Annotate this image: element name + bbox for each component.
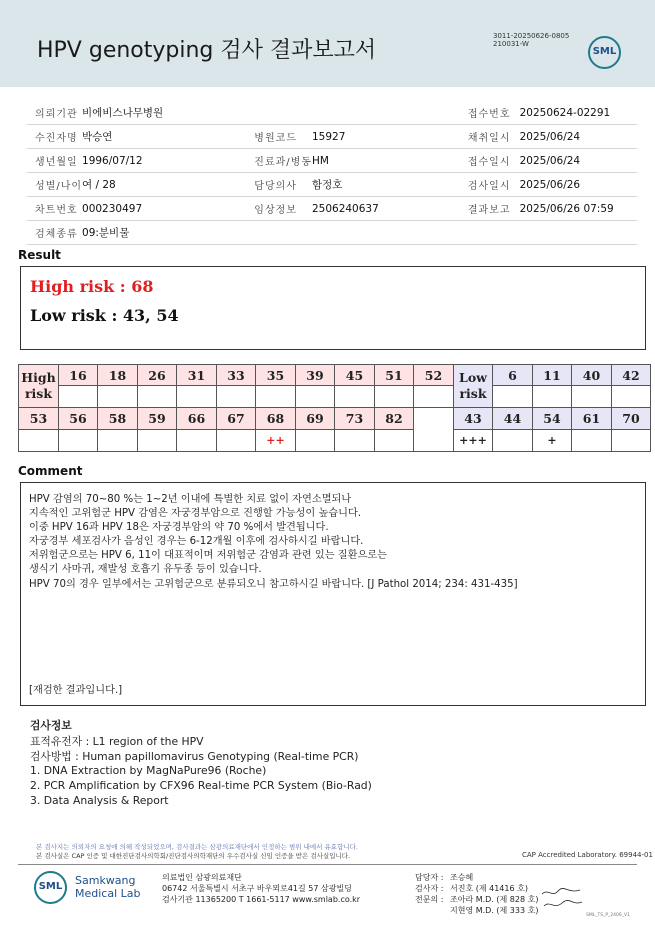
genotype-cell: 82	[375, 408, 414, 430]
comment-heading: Comment	[18, 464, 83, 478]
genotype-row-2	[19, 408, 651, 430]
brand-name	[75, 874, 141, 900]
result-cell	[493, 430, 533, 452]
comment-line: HPV 70의 경우 일부에서는 고위험군으로 분류되오니 참고하시길 바랍니다. [J Pathol 2014; 234: 431-435]	[29, 579, 518, 590]
genotype-cell: 56	[59, 408, 98, 430]
genotype-cell: 11	[533, 365, 572, 386]
genotype-cell: 42	[612, 365, 651, 386]
doctor-value: 함정호	[312, 173, 460, 197]
reception-no-value: 20250624-02291	[520, 101, 637, 125]
clinical-info-label: 임상정보	[246, 197, 312, 221]
genotype-cell: 53	[19, 408, 59, 430]
result-box	[20, 266, 646, 350]
genotype-cell: 31	[177, 365, 217, 386]
comment-line: 지속적인 고위험군 HPV 감염은 자궁경부암으로 진행할 가능성이 높습니다.	[29, 508, 362, 519]
high-risk-label	[19, 365, 59, 408]
comment-line: 생식기 사마귀, 재발성 호흡기 유두종 등이 있습니다.	[29, 564, 262, 575]
result-cell	[572, 430, 612, 452]
high-risk-label-line1: High	[21, 370, 56, 385]
report-title: HPV genotyping 검사 결과보고서	[37, 38, 377, 63]
genotype-cell: 66	[177, 408, 217, 430]
genotype-cell: 45	[335, 365, 375, 386]
high-risk-label-line2: risk	[24, 386, 53, 401]
result-cell	[335, 430, 375, 452]
cap-accreditation: CAP Accredited Laboratory. 69944-01	[522, 851, 653, 859]
specimen-label: 검체종류	[27, 221, 82, 245]
method-step-1: 1. DNA Extraction by MagNaPure96 (Roche)	[30, 764, 267, 777]
result-cell	[612, 430, 651, 452]
report-code-2: 210031-W	[493, 40, 529, 48]
genotype-result-row-1	[19, 386, 651, 408]
info-row	[27, 149, 637, 173]
dept-label: 진료과/병동	[246, 149, 312, 173]
result-mark-68: ++	[256, 430, 296, 452]
org-name: 의료법인 삼광의료재단	[162, 873, 242, 882]
footer-divider	[18, 864, 637, 865]
result-cell	[217, 430, 256, 452]
footer-notice-1: 본 검사지는 의뢰자의 요청에 의해 작성되었으며, 검사결과는 삼광의료재단에서 인정하는 범위 내에서 유효합니다.	[36, 843, 358, 851]
result-cell	[98, 386, 138, 408]
doc-number: SML_TS_P_2406_V1	[586, 913, 630, 918]
genotype-cell: 70	[612, 408, 651, 430]
reception-no-label: 접수번호	[460, 101, 520, 125]
samkwang-logo-icon: SML	[34, 871, 67, 904]
comment-line: 저위험군으로는 HPV 6, 11이 대표적이며 저위험군 감염과 관련 있는 질환으로는	[29, 550, 387, 561]
high-risk-result: High risk : 68	[30, 277, 154, 296]
result-cell	[59, 430, 98, 452]
institution-label: 의뢰기관	[27, 101, 82, 125]
sex-age-value: 여 / 28	[82, 173, 246, 197]
staff-label-1: 담당자 :	[415, 873, 444, 882]
org-address: 06742 서울특별시 서초구 바우뫼로41길 57 삼광빌딩	[162, 884, 352, 893]
method-step-3: 3. Data Analysis & Report	[30, 794, 169, 807]
genotype-cell: 51	[375, 365, 414, 386]
info-row	[27, 221, 637, 245]
result-cell	[256, 386, 296, 408]
genotype-cell: 52	[414, 365, 454, 386]
report-date-value: 2025/06/26 07:59	[520, 197, 637, 221]
result-cell	[612, 386, 651, 408]
genotype-cell: 40	[572, 365, 612, 386]
footer-notice-2: 본 검사실은 CAP 인증 및 대한진단검사의학회/진단검사의학재단의 우수검사실 신임 인증을 받은 검사실입니다.	[36, 852, 351, 860]
brand-line-2: Medical Lab	[75, 887, 141, 900]
specimen-value: 09:분비물	[82, 221, 637, 245]
dept-value: HM	[312, 149, 460, 173]
staff-3: 조아라 M.D. (제 828 호)	[450, 895, 539, 904]
genotype-cell: 18	[98, 365, 138, 386]
info-row	[27, 125, 637, 149]
sex-age-label: 성별/나이	[27, 173, 82, 197]
method-step-2: 2. PCR Amplification by CFX96 Real-time PCR System (Bio-Rad)	[30, 779, 372, 792]
genotype-cell: 58	[98, 408, 138, 430]
result-cell	[375, 430, 414, 452]
test-method: 검사방법 : Human papillomavirus Genotyping (Real-time PCR)	[30, 750, 359, 763]
genotype-cell: 67	[217, 408, 256, 430]
genotype-cell: 33	[217, 365, 256, 386]
result-cell	[533, 386, 572, 408]
genotype-row-1	[19, 365, 651, 386]
genotype-cell: 44	[493, 408, 533, 430]
genotype-cell: 61	[572, 408, 612, 430]
genotype-cell: 59	[138, 408, 177, 430]
result-cell	[98, 430, 138, 452]
result-cell	[59, 386, 98, 408]
genotype-cell: 26	[138, 365, 177, 386]
report-codes	[493, 32, 569, 48]
result-heading: Result	[18, 248, 61, 262]
low-risk-label-line2: risk	[459, 386, 487, 401]
result-cell	[177, 430, 217, 452]
result-cell	[19, 430, 59, 452]
genotype-cell: 39	[296, 365, 335, 386]
staff-1: 조승혜	[450, 873, 474, 882]
info-row	[27, 197, 637, 221]
doctor-label: 담당의사	[246, 173, 312, 197]
genotype-cell: 43	[454, 408, 493, 430]
comment-line: 이중 HPV 16과 HPV 18은 자궁경부암의 약 70 %에서 발견됩니다.	[29, 522, 329, 533]
name-value: 박승연	[82, 125, 246, 149]
test-date-label: 검사일시	[460, 173, 520, 197]
genotype-spacer	[414, 408, 454, 452]
result-cell	[138, 430, 177, 452]
result-cell	[138, 386, 177, 408]
genotype-cell: 73	[335, 408, 375, 430]
collection-date-value: 2025/06/24	[520, 125, 637, 149]
target-gene: 표적유전자 : L1 region of the HPV	[30, 735, 204, 748]
result-cell	[335, 386, 375, 408]
clinical-info-value: 2506240637	[312, 197, 460, 221]
sml-logo-icon: SML	[588, 36, 621, 69]
genotype-cell: 6	[493, 365, 533, 386]
result-mark-43: +++	[454, 430, 493, 452]
result-cell	[414, 386, 454, 408]
result-cell	[296, 386, 335, 408]
genotype-cell: 16	[59, 365, 98, 386]
genotype-result-row-2	[19, 430, 651, 452]
reception-date-value: 2025/06/24	[520, 149, 637, 173]
patient-info-table	[27, 101, 637, 245]
birth-label: 생년월일	[27, 149, 82, 173]
recheck-note: [재검한 결과입니다.]	[29, 685, 123, 696]
staff-label-2: 검사자 :	[415, 884, 444, 893]
hospital-code-label: 병원코드	[246, 125, 312, 149]
report-date-label: 결과보고	[460, 197, 520, 221]
hospital-code-value: 15927	[312, 125, 460, 149]
test-date-value: 2025/06/26	[520, 173, 637, 197]
chart-no-value: 000230497	[82, 197, 246, 221]
chart-no-label: 차트번호	[27, 197, 82, 221]
result-cell	[572, 386, 612, 408]
genotype-cell: 69	[296, 408, 335, 430]
report-code-1: 3011-20250626-0805	[493, 32, 570, 40]
low-risk-result: Low risk : 43, 54	[30, 306, 179, 325]
comment-box	[20, 482, 646, 706]
low-risk-label	[454, 365, 493, 408]
reception-date-label: 접수일시	[460, 149, 520, 173]
staff-2: 서진호 (제 41416 호)	[450, 884, 528, 893]
brand-line-1: Samkwang	[75, 874, 136, 887]
staff-label-3: 전문의 :	[415, 895, 444, 904]
result-cell	[296, 430, 335, 452]
name-label: 수진자명	[27, 125, 82, 149]
low-risk-label-line1: Low	[459, 370, 487, 385]
org-contact: 검사기관 11365200 T 1661-5117 www.smlab.co.kr	[162, 895, 361, 904]
genotype-cell: 35	[256, 365, 296, 386]
result-cell	[375, 386, 414, 408]
info-row	[27, 173, 637, 197]
signature-icon	[540, 886, 585, 916]
method-heading: 검사정보	[30, 719, 72, 732]
collection-date-label: 채취일시	[460, 125, 520, 149]
comment-line: 자궁경부 세포검사가 음성인 경우는 6-12개월 이후에 검사하시길 바랍니다.	[29, 536, 364, 547]
info-row	[27, 101, 637, 125]
genotype-table	[18, 364, 651, 452]
genotype-cell: 68	[256, 408, 296, 430]
institution-value: 비에비스나무병원	[82, 101, 460, 125]
staff-4: 지현영 M.D. (제 333 호)	[450, 906, 539, 915]
genotype-cell: 54	[533, 408, 572, 430]
result-mark-54: +	[533, 430, 572, 452]
birth-value: 1996/07/12	[82, 149, 246, 173]
result-cell	[217, 386, 256, 408]
result-cell	[177, 386, 217, 408]
result-cell	[493, 386, 533, 408]
comment-line: HPV 감염의 70~80 %는 1~2년 이내에 특별한 치료 없이 자연소멸되나	[29, 494, 352, 505]
